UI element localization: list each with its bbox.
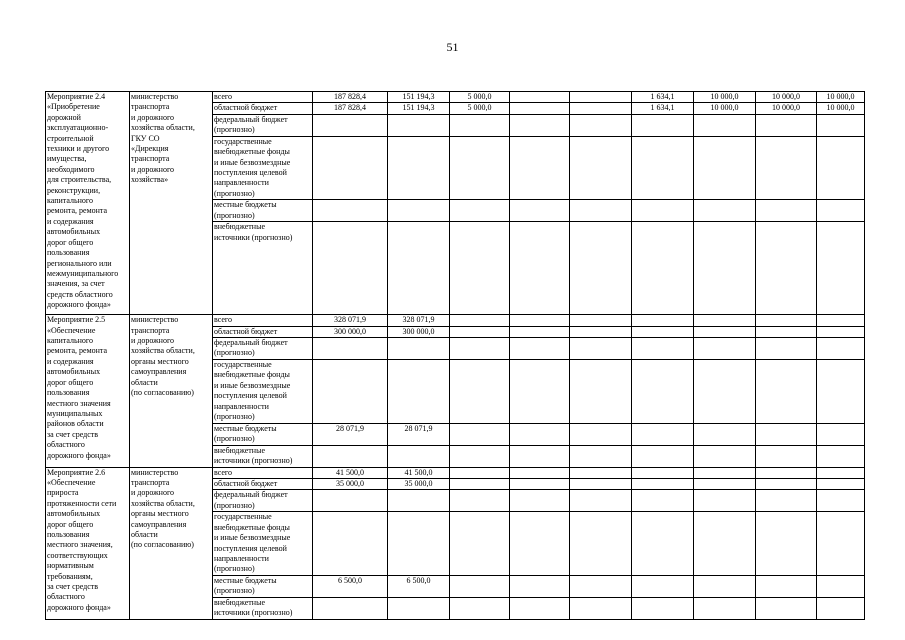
- funding-value-cell: [632, 490, 694, 512]
- funding-value-cell: [694, 478, 756, 489]
- funding-value-cell: [510, 490, 570, 512]
- funding-value-cell: [756, 114, 817, 136]
- funding-value-cell: [510, 326, 570, 337]
- funding-value-cell: [632, 338, 694, 360]
- funding-value-cell: [570, 478, 632, 489]
- funding-table: [45, 91, 865, 620]
- table-row: [46, 92, 865, 103]
- funding-value-cell: [510, 512, 570, 575]
- funding-value-cell: [632, 136, 694, 199]
- funding-value-cell: [570, 423, 632, 445]
- funding-value-cell: [510, 360, 570, 423]
- funding-value-cell: 10 000,0: [817, 103, 865, 114]
- measure-title: Мероприятие 2.4 «Приобретение дорожной эксплуатационно- строительной техники и другого имущества, необходимого для строительства, реконструкции, капитального ремонта, ремонта и содержания автомобильных дорог общего пользования регионального или межмуниципального значения, за счет средств областного дорожного фонда»: [46, 92, 130, 315]
- funding-value-cell: 328 071,9: [388, 315, 450, 326]
- funding-value-cell: [694, 200, 756, 222]
- funding-value-cell: [570, 326, 632, 337]
- funding-value-cell: [817, 512, 865, 575]
- funding-value-cell: [570, 338, 632, 360]
- funding-source-label: областной бюджет: [213, 478, 313, 489]
- funding-value-cell: [694, 326, 756, 337]
- funding-value-cell: [510, 445, 570, 467]
- funding-value-cell: 10 000,0: [756, 92, 817, 103]
- funding-value-cell: [313, 200, 388, 222]
- funding-value-cell: 41 500,0: [313, 467, 388, 478]
- funding-value-cell: [817, 575, 865, 597]
- funding-value-cell: [510, 338, 570, 360]
- funding-value-cell: [510, 222, 570, 315]
- funding-value-cell: [817, 114, 865, 136]
- funding-value-cell: 10 000,0: [756, 103, 817, 114]
- funding-value-cell: [694, 467, 756, 478]
- funding-value-cell: [756, 360, 817, 423]
- funding-value-cell: [817, 338, 865, 360]
- funding-value-cell: [450, 360, 510, 423]
- funding-value-cell: [450, 478, 510, 489]
- funding-value-cell: 187 828,4: [313, 92, 388, 103]
- funding-value-cell: 10 000,0: [694, 92, 756, 103]
- funding-source-label: всего: [213, 315, 313, 326]
- funding-value-cell: 1 634,1: [632, 103, 694, 114]
- funding-value-cell: [388, 136, 450, 199]
- funding-value-cell: [694, 315, 756, 326]
- funding-value-cell: [450, 423, 510, 445]
- funding-value-cell: [510, 315, 570, 326]
- funding-value-cell: [817, 597, 865, 619]
- funding-value-cell: [570, 103, 632, 114]
- funding-source-label: федеральный бюджет (прогнозно): [213, 490, 313, 512]
- funding-source-label: внебюджетные источники (прогнозно): [213, 222, 313, 315]
- funding-value-cell: [817, 423, 865, 445]
- funding-source-label: федеральный бюджет (прогнозно): [213, 338, 313, 360]
- funding-value-cell: [570, 92, 632, 103]
- funding-value-cell: [313, 114, 388, 136]
- funding-value-cell: [450, 338, 510, 360]
- funding-value-cell: 300 000,0: [313, 326, 388, 337]
- funding-value-cell: [694, 512, 756, 575]
- funding-value-cell: [313, 136, 388, 199]
- funding-value-cell: [632, 445, 694, 467]
- funding-value-cell: [632, 326, 694, 337]
- funding-value-cell: [694, 338, 756, 360]
- funding-value-cell: [313, 512, 388, 575]
- funding-value-cell: [510, 200, 570, 222]
- funding-value-cell: [817, 478, 865, 489]
- funding-value-cell: [510, 92, 570, 103]
- funding-value-cell: [632, 360, 694, 423]
- funding-value-cell: [632, 200, 694, 222]
- funding-value-cell: [388, 445, 450, 467]
- funding-value-cell: [570, 136, 632, 199]
- funding-value-cell: 5 000,0: [450, 92, 510, 103]
- funding-value-cell: [510, 467, 570, 478]
- funding-value-cell: [450, 315, 510, 326]
- funding-source-label: внебюджетные источники (прогнозно): [213, 597, 313, 619]
- funding-value-cell: [450, 445, 510, 467]
- funding-value-cell: [756, 490, 817, 512]
- funding-value-cell: [450, 222, 510, 315]
- measure-title: Мероприятие 2.5 «Обеспечение капитального ремонта, ремонта и содержания автомобильных дорог общего пользования местного значения муниципальных районов области за счет средств областного дорожного фонда»: [46, 315, 130, 467]
- funding-value-cell: [570, 114, 632, 136]
- funding-value-cell: [510, 597, 570, 619]
- funding-value-cell: [388, 360, 450, 423]
- funding-value-cell: [632, 478, 694, 489]
- measure-title: Мероприятие 2.6 «Обеспечение прироста протяженности сети автомобильных дорог общего пользования местного значения, соответствующих нормативным требованиям, за счет средств областного дорожного фонда»: [46, 467, 130, 619]
- funding-source-label: местные бюджеты (прогнозно): [213, 423, 313, 445]
- funding-value-cell: [388, 114, 450, 136]
- funding-value-cell: [632, 315, 694, 326]
- funding-value-cell: [450, 136, 510, 199]
- funding-value-cell: [756, 136, 817, 199]
- funding-value-cell: 300 000,0: [388, 326, 450, 337]
- funding-value-cell: [313, 360, 388, 423]
- funding-value-cell: [510, 423, 570, 445]
- funding-value-cell: [450, 490, 510, 512]
- funding-value-cell: [313, 338, 388, 360]
- funding-value-cell: 5 000,0: [450, 103, 510, 114]
- funding-value-cell: [632, 423, 694, 445]
- funding-source-label: местные бюджеты (прогнозно): [213, 575, 313, 597]
- funding-value-cell: [388, 512, 450, 575]
- funding-value-cell: [756, 326, 817, 337]
- funding-value-cell: 35 000,0: [313, 478, 388, 489]
- funding-value-cell: [450, 200, 510, 222]
- funding-value-cell: [450, 512, 510, 575]
- funding-value-cell: 6 500,0: [313, 575, 388, 597]
- funding-value-cell: [570, 490, 632, 512]
- funding-value-cell: [313, 445, 388, 467]
- funding-value-cell: [388, 597, 450, 619]
- funding-value-cell: [694, 490, 756, 512]
- funding-value-cell: [694, 575, 756, 597]
- funding-value-cell: [388, 338, 450, 360]
- funding-value-cell: 151 194,3: [388, 103, 450, 114]
- funding-value-cell: [756, 597, 817, 619]
- funding-value-cell: [450, 467, 510, 478]
- funding-value-cell: [756, 512, 817, 575]
- funding-value-cell: [570, 597, 632, 619]
- funding-value-cell: [632, 114, 694, 136]
- funding-value-cell: 328 071,9: [313, 315, 388, 326]
- funding-value-cell: [510, 103, 570, 114]
- funding-value-cell: [694, 222, 756, 315]
- funding-source-label: всего: [213, 467, 313, 478]
- funding-value-cell: [817, 360, 865, 423]
- funding-value-cell: [570, 200, 632, 222]
- funding-value-cell: [756, 467, 817, 478]
- funding-source-label: всего: [213, 92, 313, 103]
- funding-value-cell: 151 194,3: [388, 92, 450, 103]
- funding-value-cell: [694, 114, 756, 136]
- funding-value-cell: [388, 200, 450, 222]
- funding-value-cell: [632, 512, 694, 575]
- funding-value-cell: [632, 575, 694, 597]
- funding-value-cell: [570, 222, 632, 315]
- funding-value-cell: [570, 512, 632, 575]
- table-row: [46, 315, 865, 326]
- funding-value-cell: 28 071,9: [388, 423, 450, 445]
- table-row: [46, 467, 865, 478]
- funding-value-cell: [632, 222, 694, 315]
- funding-value-cell: [756, 222, 817, 315]
- funding-value-cell: [817, 445, 865, 467]
- funding-source-label: областной бюджет: [213, 103, 313, 114]
- funding-source-label: федеральный бюджет (прогнозно): [213, 114, 313, 136]
- funding-value-cell: [450, 114, 510, 136]
- funding-value-cell: [510, 575, 570, 597]
- page-number: 51: [446, 40, 459, 54]
- funding-value-cell: 35 000,0: [388, 478, 450, 489]
- funding-value-cell: 28 071,9: [313, 423, 388, 445]
- funding-value-cell: [817, 490, 865, 512]
- funding-source-label: государственные внебюджетные фонды и иные безвозмездные поступления целевой направленности (прогнозно): [213, 136, 313, 199]
- funding-value-cell: 10 000,0: [694, 103, 756, 114]
- funding-value-cell: [817, 467, 865, 478]
- funding-value-cell: [450, 575, 510, 597]
- funding-value-cell: 41 500,0: [388, 467, 450, 478]
- funding-value-cell: [570, 467, 632, 478]
- funding-value-cell: [570, 575, 632, 597]
- funding-value-cell: 6 500,0: [388, 575, 450, 597]
- funding-value-cell: [756, 445, 817, 467]
- funding-value-cell: [313, 597, 388, 619]
- funding-value-cell: [694, 423, 756, 445]
- funding-value-cell: [510, 478, 570, 489]
- funding-value-cell: [817, 326, 865, 337]
- funding-value-cell: [694, 136, 756, 199]
- funding-value-cell: [388, 222, 450, 315]
- funding-value-cell: [388, 490, 450, 512]
- funding-value-cell: 1 634,1: [632, 92, 694, 103]
- funding-value-cell: [450, 326, 510, 337]
- funding-value-cell: [570, 445, 632, 467]
- funding-value-cell: [450, 597, 510, 619]
- funding-value-cell: [313, 490, 388, 512]
- funding-value-cell: 187 828,4: [313, 103, 388, 114]
- funding-value-cell: [694, 360, 756, 423]
- funding-value-cell: [756, 200, 817, 222]
- funding-value-cell: 10 000,0: [817, 92, 865, 103]
- measure-executor: министерство транспорта и дорожного хозяйства области, органы местного самоуправления области (по согласованию): [130, 467, 213, 619]
- funding-value-cell: [510, 136, 570, 199]
- funding-source-label: областной бюджет: [213, 326, 313, 337]
- funding-value-cell: [510, 114, 570, 136]
- funding-value-cell: [313, 222, 388, 315]
- funding-value-cell: [756, 315, 817, 326]
- funding-value-cell: [756, 338, 817, 360]
- funding-source-label: государственные внебюджетные фонды и иные безвозмездные поступления целевой направленности (прогнозно): [213, 360, 313, 423]
- funding-value-cell: [632, 597, 694, 619]
- funding-value-cell: [817, 315, 865, 326]
- funding-value-cell: [756, 575, 817, 597]
- funding-source-label: внебюджетные источники (прогнозно): [213, 445, 313, 467]
- measure-executor: министерство транспорта и дорожного хозяйства области, органы местного самоуправления области (по согласованию): [130, 315, 213, 467]
- funding-value-cell: [570, 315, 632, 326]
- funding-value-cell: [756, 423, 817, 445]
- funding-value-cell: [817, 222, 865, 315]
- funding-source-label: государственные внебюджетные фонды и иные безвозмездные поступления целевой направленности (прогнозно): [213, 512, 313, 575]
- measure-executor: министерство транспорта и дорожного хозяйства области, ГКУ СО «Дирекция транспорта и дорожного хозяйства»: [130, 92, 213, 315]
- funding-source-label: местные бюджеты (прогнозно): [213, 200, 313, 222]
- funding-value-cell: [632, 467, 694, 478]
- funding-value-cell: [817, 200, 865, 222]
- funding-value-cell: [817, 136, 865, 199]
- funding-value-cell: [694, 445, 756, 467]
- funding-value-cell: [570, 360, 632, 423]
- funding-value-cell: [756, 478, 817, 489]
- funding-value-cell: [694, 597, 756, 619]
